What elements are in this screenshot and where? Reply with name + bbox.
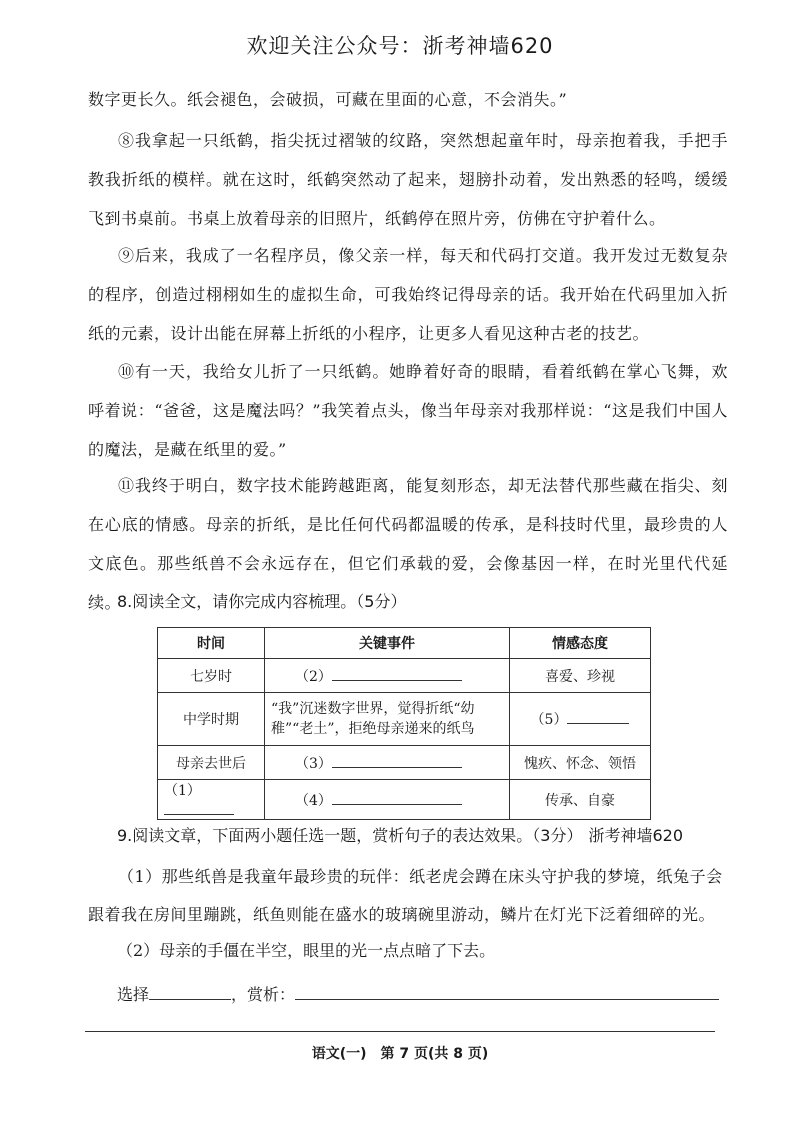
header-banner: 欢迎关注公众号：浙考神墙620 — [246, 34, 554, 58]
cell-attitude: 喜爱、珍视 — [510, 659, 651, 693]
page-footer: 语文(一) 第 7 页(共 8 页) — [311, 1046, 489, 1062]
cell-attitude: 愧疚、怀念、领悟 — [510, 746, 651, 780]
table-row — [158, 693, 651, 746]
table-row — [158, 659, 651, 693]
header-time: 时间 — [158, 628, 265, 659]
cell-time: 七岁时 — [158, 659, 265, 693]
answer-line — [117, 982, 719, 1005]
cell-event: “我”沉迷数字世界，觉得折纸“幼稚”“老土”，拒绝母亲递来的纸鸟 — [265, 693, 510, 746]
answer-blank[interactable] — [567, 709, 629, 724]
watermark-text: 浙考神墙620 — [588, 826, 683, 845]
paragraph-10: ⑩有一天，我给女儿折了一只纸鹤。她睁着好奇的眼睛，看着纸鹤在掌心飞舞，欢呼着说：“爸爸，这是魔法吗？”我笑着点头，像当年母亲对我那样说：“这是我们中国人的魔法，是藏在纸里的爱。” — [88, 362, 728, 459]
cell-event-blank[interactable]: （3） — [265, 746, 510, 780]
header-attitude: 情感态度 — [510, 628, 651, 659]
table-row — [158, 780, 651, 820]
appreciate-blank[interactable] — [295, 983, 719, 1000]
header-event: 关键事件 — [265, 628, 510, 659]
question-9-prompt: 9.阅读文章，下面两小题任选一题，赏析句子的表达效果。（3分） 浙考神墙620 — [117, 826, 683, 845]
question-8-prompt: 8.阅读全文，请你完成内容梳理。（5分） — [117, 592, 407, 611]
table-header-row — [158, 628, 651, 659]
appreciate-label: ，赏析： — [231, 985, 296, 1004]
cell-attitude: 传承、自豪 — [510, 780, 651, 820]
cell-time-blank[interactable]: （1） — [158, 780, 265, 820]
footer-divider — [85, 1031, 715, 1032]
answer-blank[interactable] — [332, 753, 462, 768]
answer-blank[interactable] — [164, 800, 234, 815]
choose-blank[interactable] — [149, 983, 231, 1000]
cell-event-blank[interactable]: （4） — [265, 780, 510, 820]
paragraph-8: ⑧我拿起一只纸鹤，指尖抚过褶皱的纹路，突然想起童年时，母亲抱着我，手把手教我折纸的模样。就在这时，纸鹤突然动了起来，翅膀扑动着，发出熟悉的轻鸣，缓缓飞到书桌前。书桌上放着母亲的旧照片，纸鹤停在照片旁，仿佛在守护着什么。 — [88, 131, 728, 228]
cell-time: 母亲去世后 — [158, 746, 265, 780]
answer-blank[interactable] — [332, 666, 462, 681]
option-2-sentence: （2）母亲的手僵在半空，眼里的光一点点暗了下去。 — [117, 941, 496, 960]
paragraph-continuation: 数字更长久。纸会褪色，会破损，可藏在里面的心意，不会消失。” — [88, 90, 568, 109]
option-1-sentence: （1）那些纸兽是我童年最珍贵的玩伴：纸老虎会蹲在床头守护我的梦境，纸兔子会跟着我在房间里蹦跳，纸鱼则能在盛水的玻璃碗里游动，鳞片在灯光下泛着细碎的光。 — [88, 867, 723, 924]
paragraph-9: ⑨后来，我成了一名程序员，像父亲一样，每天和代码打交道。我开发过无数复杂的程序，创造过栩栩如生的虚拟生命，可我始终记得母亲的话。我开始在代码里加入折纸的元素，设计出能在屏幕上折纸的小程序，让更多人看见这种古老的技艺。 — [88, 246, 728, 343]
choose-label: 选择 — [117, 985, 150, 1004]
cell-event-blank[interactable]: （2） — [265, 659, 510, 693]
answer-blank[interactable] — [332, 790, 462, 805]
cell-attitude-blank[interactable]: （5） — [510, 693, 651, 746]
paragraph-11: ⑪我终于明白，数字技术能跨越距离，能复刻形态，却无法替代那些藏在指尖、刻在心底的情感。母亲的折纸，是比任何代码都温暖的传承，是科技时代里，最珍贵的人文底色。那些纸兽不会永远存在，但它们承载的爱，会像基因一样，在时光里代代延续。 — [88, 476, 728, 612]
table-row — [158, 746, 651, 780]
cell-time: 中学时期 — [158, 693, 265, 746]
content-table — [157, 627, 651, 820]
